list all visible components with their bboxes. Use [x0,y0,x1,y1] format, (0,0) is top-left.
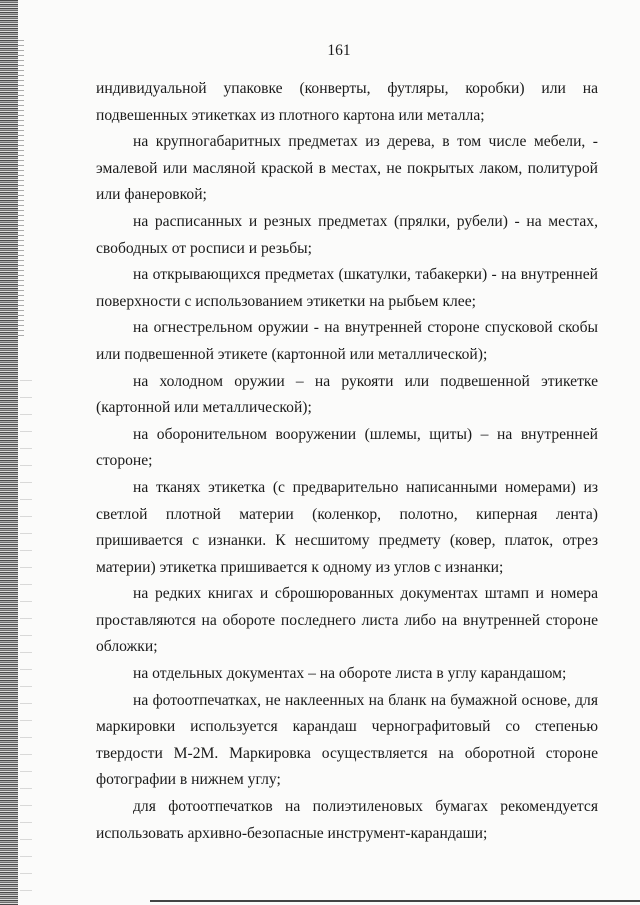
paragraph-photo-prints: на фотоотпечатках, не наклеенных на бланк на бумажной основе, для маркировки используется карандаш чернографитовый со степенью твердости М-2М. Маркировка осуществляется на оборотной стороне фотографии в нижнем углу; [96,691,598,789]
paragraph-painted-items: на расписанных и резных предметах (прялки, рубели) - на местах, свободных от росписи и резьбы; [96,212,598,257]
scan-edge-specks [20,380,32,900]
page-number: 161 [327,42,351,59]
paragraph-continuation: индивидуальной упаковке (конверты, футляры, коробки) или на подвешенных этикетках из плотного картона или металла; [96,80,598,124]
paragraph-fabrics: на тканях этикетка (с предварительно написанными номерами) из светлой плотной материи (коленкор, полотно, киперная лента) пришивается с изнанки. К несшитому предмету (ковер, платок, отрез материи) этикетка пришивается к одному из углов с изнанки; [96,478,598,576]
body-text [96,76,598,847]
scan-binding-edge [0,0,18,905]
paragraph-cold-weapons: на холодном оружии – на рукояти или подвешенной этикетке (картонной или металлической); [96,372,598,417]
bottom-edge-line [150,900,640,902]
paragraph-polyethylene-prints: для фотоотпечатков на полиэтиленовых бумагах рекомендуется использовать архивно-безопасные инструмент-карандаши; [96,798,598,842]
paragraph-rare-books: на редких книгах и сброшюрованных документах штамп и номера проставляются на обороте последнего листа либо на внутренней стороне обложки; [96,585,598,656]
paragraph-firearms: на огнестрельном оружии - на внутренней стороне спусковой скобы или подвешенной этикете (картонной или металлической); [96,319,598,363]
paragraph-furniture: на крупногабаритных предметах из дерева, в том числе мебели, - эмалевой или масляной краской в местах, не покрытых лаком, политурой или фанеровкой; [96,133,598,204]
paragraph-opening-items: на открывающихся предметах (шкатулки, табакерки) - на внутренней поверхности с использованием этикетки на рыбьем клее; [96,266,598,310]
scan-binding-shadow [18,40,24,340]
paragraph-defensive-armor: на оборонительном вооружении (шлемы, щиты) – на внутренней стороне; [96,425,598,470]
paragraph-documents: на отдельных документах – на обороте листа в углу карандашом; [133,665,567,683]
